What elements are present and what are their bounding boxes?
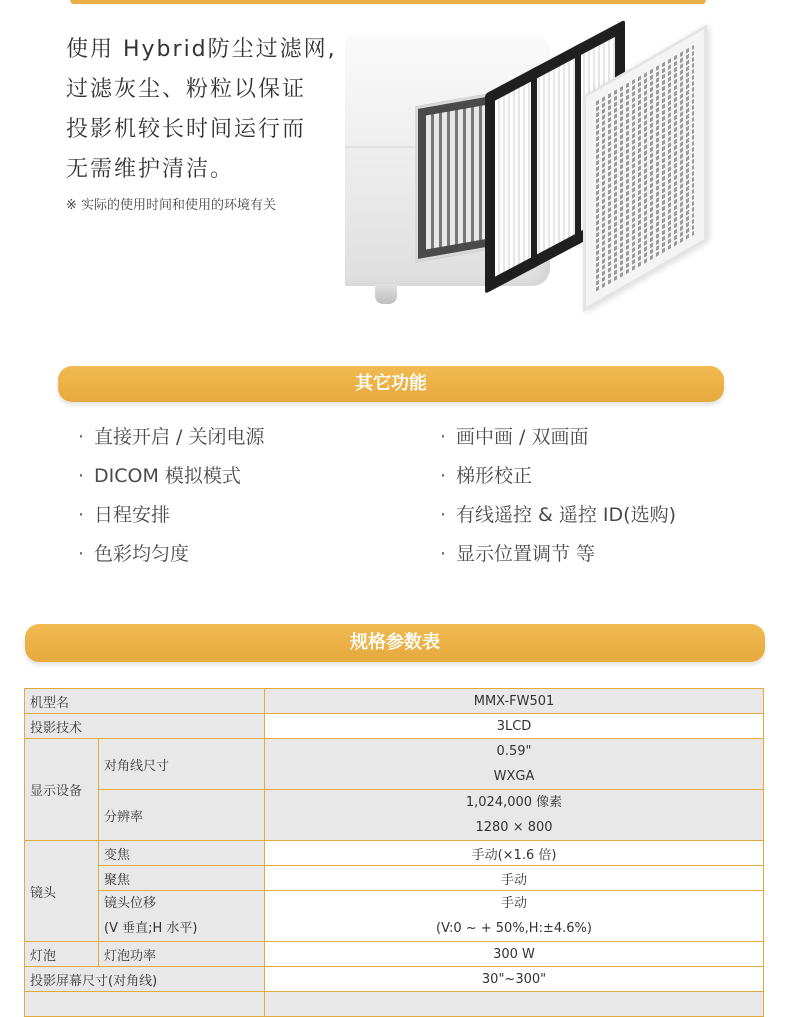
intro-line: 无需维护清洁。: [66, 157, 235, 182]
diagonal-label: 对角线尺寸: [99, 739, 265, 790]
feature-item: · 色彩均匀度: [78, 543, 190, 565]
top-accent-bar: [70, 0, 706, 4]
intro-line: 使用 Hybrid防尘过滤网,: [66, 37, 337, 62]
focus-label: 聚焦: [99, 866, 265, 891]
resolution-value: 1,024,000 像素 1280 × 800: [265, 790, 764, 841]
tech-label: 投影技术: [25, 714, 265, 739]
focus-value: 手动: [265, 866, 764, 891]
projector-filter-illustration: [345, 36, 735, 326]
intro-line: 投影机较长时间运行而: [66, 117, 307, 142]
screen-size-label: 投影屏幕尺寸(对角线): [25, 967, 265, 992]
model-label: 机型名: [25, 689, 265, 714]
lens-shift-label: 镜头位移 (V 垂直;H 水平): [99, 891, 265, 942]
projector-foot: [375, 284, 397, 304]
screen-size-value: 30"~300": [265, 967, 764, 992]
table-row: [25, 739, 764, 790]
table-row: [25, 967, 764, 992]
feature-item: · 直接开启 / 关闭电源: [78, 426, 265, 448]
zoom-value: 手动(×1.6 倍): [265, 841, 764, 866]
specs-banner: 规格参数表: [25, 624, 765, 662]
features-banner: 其它功能: [58, 366, 724, 402]
table-row: [25, 866, 764, 891]
lamp-power-value: 300 W: [265, 942, 764, 967]
feature-item: · 日程安排: [78, 504, 171, 526]
resolution-label: 分辨率: [99, 790, 265, 841]
lens-shift-value: 手动 (V:0 ~ + 50%,H:±4.6%): [265, 891, 764, 942]
table-row: [25, 841, 764, 866]
zoom-label: 变焦: [99, 841, 265, 866]
lamp-power-label: 灯泡功率: [99, 942, 265, 967]
feature-item: · 画中画 / 双画面: [440, 426, 589, 448]
filter-description: [66, 30, 346, 213]
table-row: [25, 790, 764, 841]
diagonal-value: 0.59" WXGA: [265, 739, 764, 790]
feature-item: · 显示位置调节 等: [440, 543, 596, 565]
model-value: MMX-FW501: [265, 689, 764, 714]
feature-item: · 有线遥控 & 遥控 ID(选购): [440, 504, 676, 526]
display-label: 显示设备: [25, 739, 99, 841]
tech-value: 3LCD: [265, 714, 764, 739]
table-row: [25, 942, 764, 967]
feature-item: · DICOM 模拟模式: [78, 465, 241, 487]
table-row: [25, 714, 764, 739]
usage-note: ※ 实际的使用时间和使用的环境有关: [66, 198, 277, 213]
lens-label: 镜头: [25, 841, 99, 942]
lamp-label: 灯泡: [25, 942, 99, 967]
feature-item: · 梯形校正: [440, 465, 533, 487]
table-row: [25, 689, 764, 714]
table-row: [25, 891, 764, 942]
intro-line: 过滤灰尘、粉粒以保证: [66, 77, 307, 102]
table-row: [25, 992, 764, 1017]
spec-table: [24, 688, 764, 1017]
